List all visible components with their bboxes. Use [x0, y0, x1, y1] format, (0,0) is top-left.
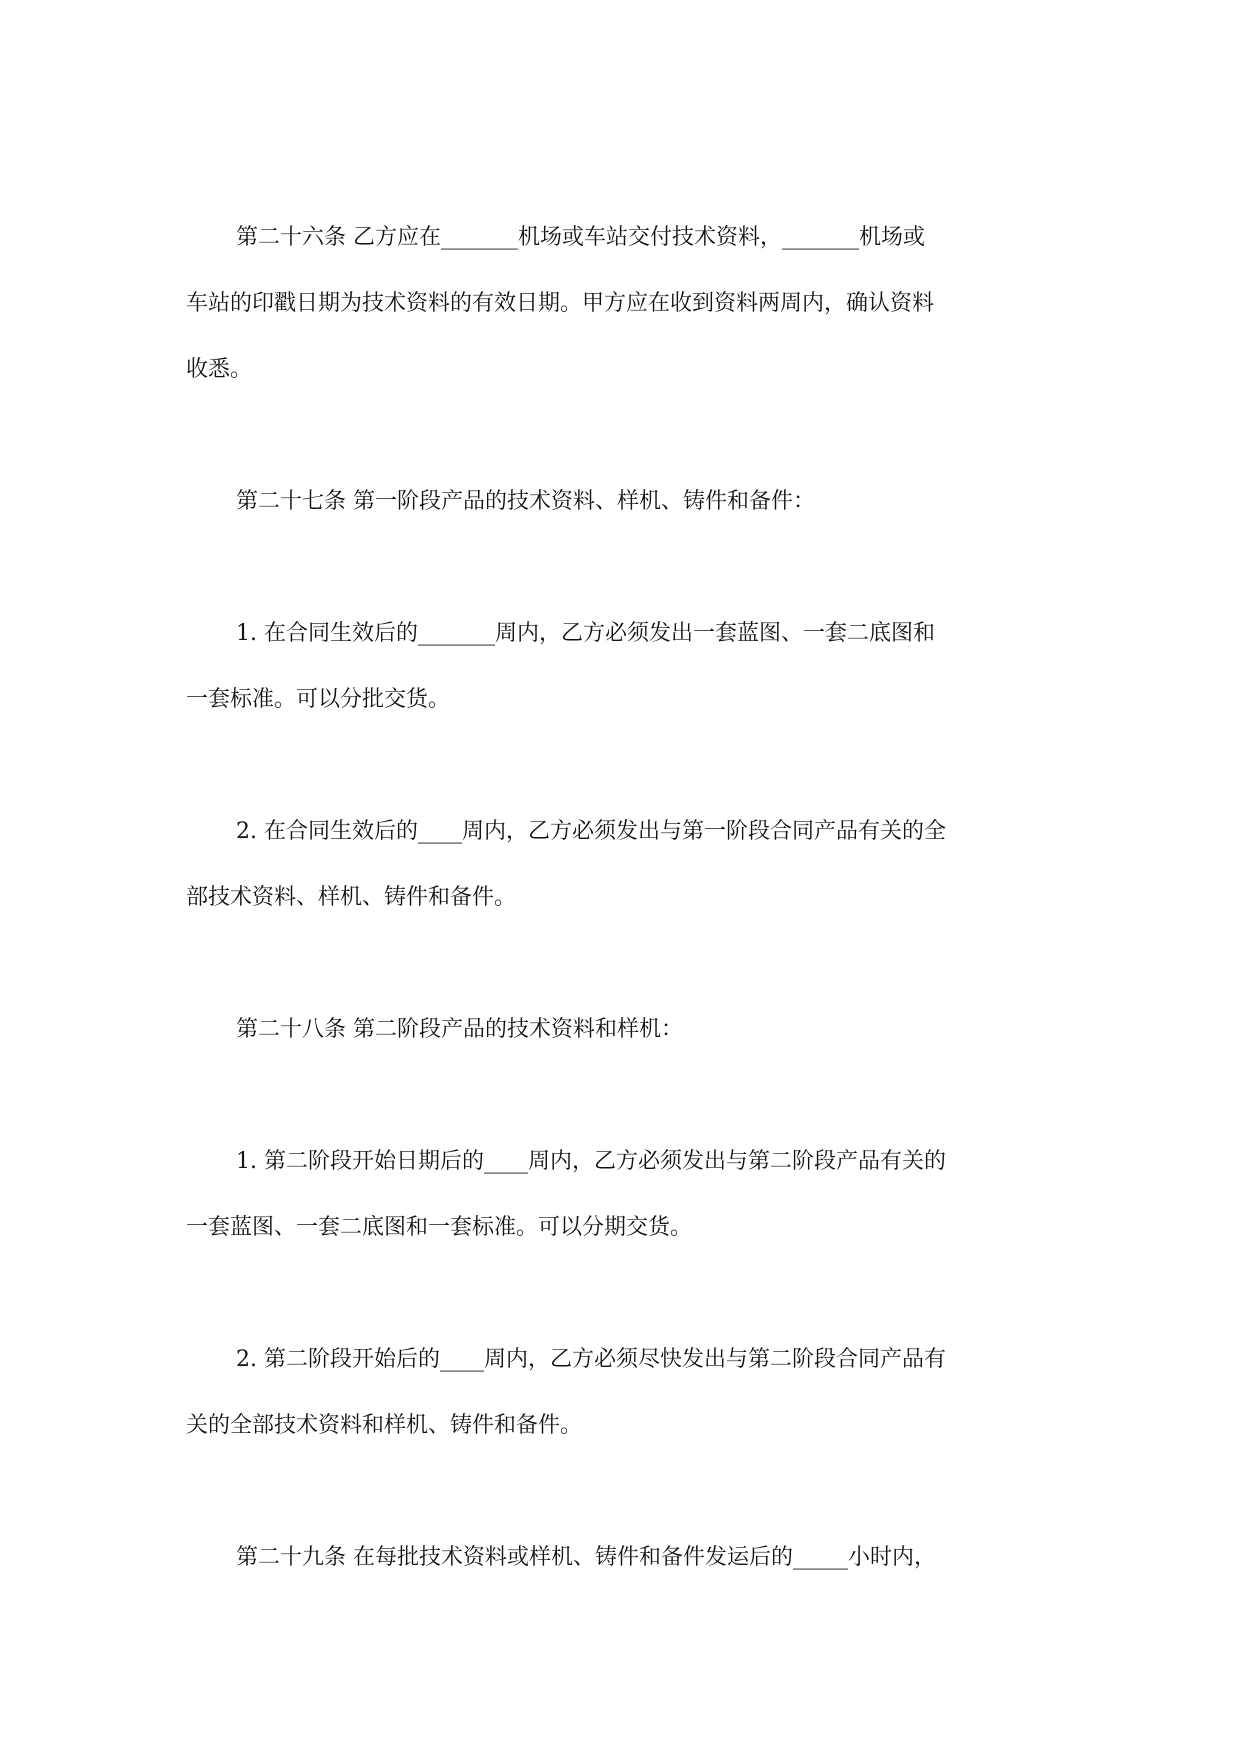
article-27-item-1-paragraph [186, 601, 1054, 733]
article-27-line-1: 第二十七条 第一阶段产品的技术资料、样机、铸件和备件： [236, 489, 815, 514]
article-27-item-1-line-2: 一套标准。可以分批交货。 [186, 687, 451, 712]
paragraph-gap [186, 733, 1054, 799]
paragraph-gap [186, 403, 1054, 469]
article-27-item-2-line-2: 部技术资料、样机、铸件和备件。 [186, 885, 517, 910]
document-body [186, 205, 1054, 1591]
article-26-line-2: 车站的印戳日期为技术资料的有效日期。甲方应在收到资料两周内，确认资料 [186, 291, 935, 316]
article-27-item-2-paragraph [186, 799, 1054, 931]
paragraph-gap [186, 1063, 1054, 1129]
paragraph-gap [186, 1459, 1054, 1525]
article-29-line-1: 第二十九条 在每批技术资料或样机、铸件和备件发运后的_____小时内， [236, 1545, 936, 1570]
article-27-item-1-line-1: 1. 在合同生效后的_______周内，乙方必须发出一套蓝图、一套二底图和 [236, 621, 935, 646]
article-28-line-1: 第二十八条 第二阶段产品的技术资料和样机： [236, 1017, 683, 1042]
paragraph-gap [186, 1261, 1054, 1327]
article-29-paragraph [186, 1525, 1054, 1591]
article-28-item-2-line-1: 2. 第二阶段开始后的____周内，乙方必须尽快发出与第二阶段合同产品有 [236, 1347, 946, 1372]
article-26-line-1: 第二十六条 乙方应在_______机场或车站交付技术资料，_______机场或 [236, 225, 925, 250]
article-27-item-2-line-1: 2. 在合同生效后的____周内，乙方必须发出与第一阶段合同产品有关的全 [236, 819, 946, 844]
paragraph-gap [186, 931, 1054, 997]
article-28-paragraph [186, 997, 1054, 1063]
article-28-item-2-line-2: 关的全部技术资料和样机、铸件和备件。 [186, 1413, 583, 1438]
article-28-item-1-line-2: 一套蓝图、一套二底图和一套标准。可以分期交货。 [186, 1215, 693, 1240]
article-26-paragraph [186, 205, 1054, 403]
article-26-line-3: 收悉。 [186, 357, 253, 382]
paragraph-gap [186, 535, 1054, 601]
article-28-item-1-line-1: 1. 第二阶段开始日期后的____周内，乙方必须发出与第二阶段产品有关的 [236, 1149, 946, 1174]
article-28-item-1-paragraph [186, 1129, 1054, 1261]
article-28-item-2-paragraph [186, 1327, 1054, 1459]
article-27-paragraph [186, 469, 1054, 535]
